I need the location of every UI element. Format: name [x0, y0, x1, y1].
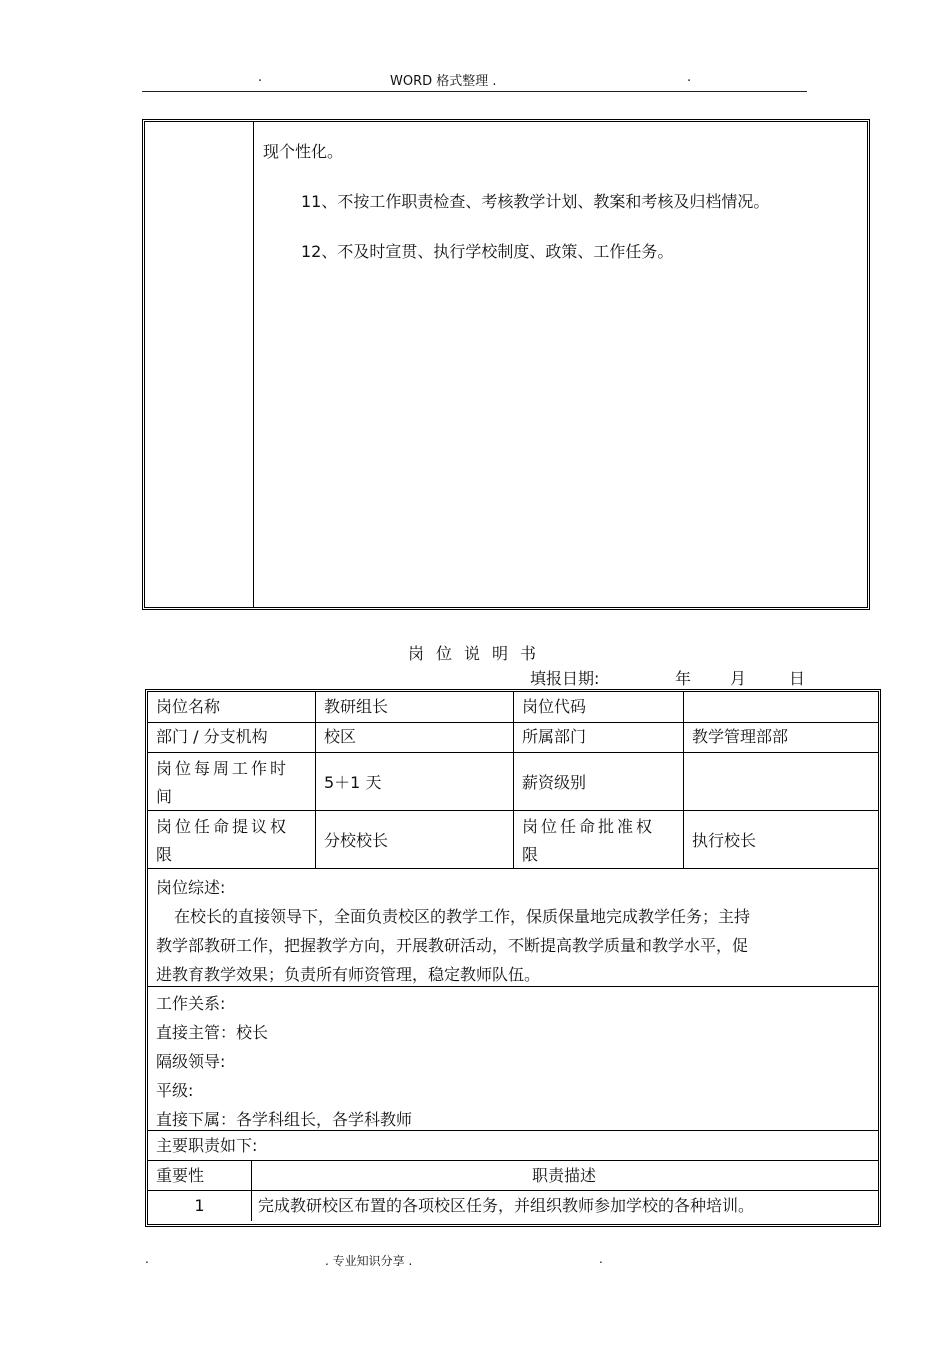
cell-post-name-label: 岗位名称	[156, 697, 221, 716]
job-description-table	[145, 689, 881, 1227]
cell-salary-grade-label: 薪资级别	[522, 773, 587, 792]
row-rule	[148, 868, 878, 869]
header-dot-left: .	[258, 70, 263, 85]
cell-affiliated-dept-value: 教学管理部部	[692, 727, 789, 746]
continuation-line-1: 现个性化。	[263, 142, 344, 161]
continuation-table	[142, 119, 870, 610]
continuation-line-3: 12、不及时宣贯、执行学校制度、政策、工作任务。	[301, 242, 674, 261]
cell-appoint-propose-value: 分校校长	[324, 831, 389, 850]
duty-importance: 1	[194, 1196, 205, 1215]
fill-date-month: 月	[730, 669, 747, 688]
footer-dot-left: .	[145, 1252, 149, 1266]
row-rule	[148, 1160, 878, 1161]
job-description-title: 岗位说明书	[408, 644, 549, 663]
cell-weekly-hours-label-2: 间	[156, 787, 173, 806]
cell-appoint-propose-label-2: 限	[156, 845, 173, 864]
summary-label: 岗位综述:	[156, 878, 226, 897]
duties-header-importance: 重要性	[156, 1166, 205, 1185]
col-rule	[315, 692, 316, 868]
cell-weekly-hours-value: 5＋1 天	[324, 773, 382, 792]
fill-date-label: 填报日期:	[530, 669, 600, 688]
relations-peer: 平级:	[156, 1081, 194, 1100]
col-rule	[683, 692, 684, 868]
col-rule	[513, 692, 514, 868]
relations-direct-supervisor: 直接主管：校长	[156, 1023, 269, 1042]
row-rule	[148, 1190, 878, 1191]
cell-appoint-propose-label-1: 岗位任命提议权	[156, 817, 290, 836]
summary-line-2: 教学部教研工作，把握教学方向，开展教研活动，不断提高教学质量和教学水平，促	[156, 936, 749, 955]
header-title: WORD 格式整理 .	[390, 74, 497, 89]
footer-dot-right: .	[599, 1252, 603, 1266]
header-rule	[142, 91, 807, 92]
continuation-line-2: 11、不按工作职责检查、考核教学计划、教案和考核及归档情况。	[301, 192, 770, 211]
duty-description: 完成教研校区布置的各项校区任务，并组织教师参加学校的各种培训。	[258, 1196, 755, 1215]
footer-text: . 专业知识分享 .	[325, 1254, 413, 1268]
duties-header-description: 职责描述	[531, 1166, 596, 1185]
cell-affiliated-dept-label: 所属部门	[522, 727, 587, 746]
cell-weekly-hours-label-1: 岗位每周工作时	[156, 759, 290, 778]
cell-department-value: 校区	[324, 727, 357, 746]
cell-post-name-value: 教研组长	[324, 697, 389, 716]
cell-department-label: 部门 / 分支机构	[156, 727, 268, 746]
cell-appoint-approve-label-1: 岗位任命批准权	[522, 817, 656, 836]
summary-line-3: 进教育教学效果；负责所有师资管理，稳定教师队伍。	[156, 965, 541, 984]
cell-appoint-approve-label-2: 限	[522, 845, 539, 864]
summary-line-1: 在校长的直接领导下，全面负责校区的教学工作，保质保量地完成教学任务；主持	[174, 907, 751, 926]
duties-label: 主要职责如下:	[156, 1136, 258, 1155]
continuation-column-divider	[253, 122, 254, 607]
fill-date-year: 年	[675, 669, 692, 688]
cell-post-code-label: 岗位代码	[522, 697, 587, 716]
relations-skip-leader: 隔级领导:	[156, 1052, 226, 1071]
fill-date-day: 日	[789, 669, 806, 688]
cell-appoint-approve-value: 执行校长	[692, 831, 757, 850]
header-dot-right: .	[687, 70, 692, 85]
relations-subordinates: 直接下属：各学科组长，各学科教师	[156, 1110, 413, 1129]
relations-label: 工作关系:	[156, 994, 226, 1013]
